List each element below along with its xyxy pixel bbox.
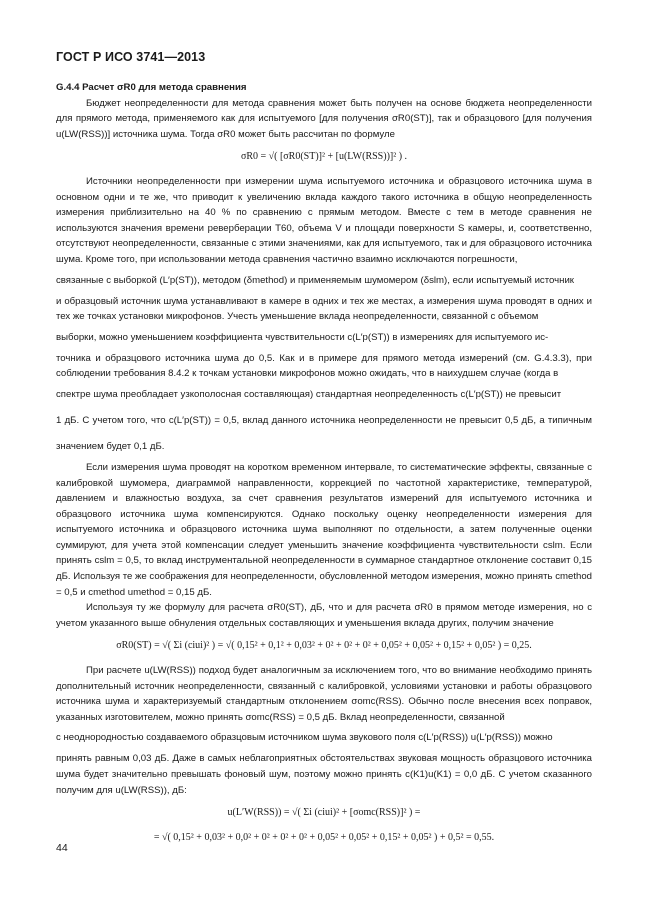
- formula: σR0(ST) = √( Σi (ciui)² ) = √( 0,15² + 0,1² + 0,03² + 0² + 0² + 0² + 0,05² + 0,05² + 0,15² + 0,05² ) = 0,25.: [116, 640, 532, 652]
- formula: = √( 0,15² + 0,03² + 0,0² + 0² + 0² + 0² + 0,05² + 0,05² + 0,15² + 0,05² ) + 0,5² = 0,55.: [153, 831, 495, 843]
- paragraph: с неоднородностью создаваемого образцовым источником шума звукового поля c(L′p(RSS)) u(L′p(RSS)) можно: [56, 732, 553, 744]
- page-number: 44: [56, 842, 68, 854]
- paragraph: точника и образцового источника шума до 0,5. Как и в примере для прямого метода измерений (см. G.4.3.3), при соблюдении требования 8.4.2 к точкам установки микрофонов можно ожидать, что в наихудшем случае (когда в: [56, 352, 592, 380]
- standard-header: ГОСТ Р ИСО 3741—2013: [56, 50, 206, 64]
- paragraph: 1 дБ. С учетом того, что c(L′p(ST)) = 0,5, вклад данного источника неопределенности не превысит 0,5 дБ, а типичным значением будет 0,1 дБ.: [56, 414, 592, 452]
- formula: u(L′W(RSS)) = √( Σi (ciui)² + [σomc(RSS)]² ) =: [227, 807, 421, 819]
- page-content: [56, 80, 592, 854]
- paragraph: и образцовый источник шума устанавливают в камере в одних и тех же местах, а измерения шума проводят в одних и тех же точках установки микрофонов. Учесть уменьшение вклада неопределенности, связанной с объемом: [56, 295, 592, 323]
- paragraph: Используя ту же формулу для расчета σR0(ST), дБ, что и для расчета σR0 в прямом методе измерения, но с учетом указанного выше обнуления отдельных составляющих и уменьшения вклада других, получим значение: [56, 602, 592, 629]
- paragraph: Если измерения шума проводят на коротком временном интервале, то систематические эффекты, связанные с калибровкой шумомера, диаграммой направленности, коррекцией по частотной характеристике, температурой, давлением и влажностью воздуха, за счет сравнения результатов измерений для испытуемого источника и образцового источника шума компенсируются. Однако поскольку оценку неопределенности измерения для испытуемого источника и образцового источника шума выполняют по отдельности, а затем полученные оценки суммируют, для учета этой компенсации следует уменьшить значение коэффициента чувствительности cslm. Если принять cslm = 0,5, то вклад инструментальной неопределенности в суммарное стандартное отклонение составит 0,15 дБ. Используя те же соображения для неопределенности, обусловленной методом измерения, можно принять cmethod = 0,5 и cmethod umethod = 0,15 дБ.: [56, 461, 592, 598]
- paragraph: выборки, можно уменьшением коэффициента чувствительности c(L′p(ST)) в измерениях для испытуемого ис-: [56, 331, 549, 343]
- paragraph: принять равным 0,03 дБ. Даже в самых неблагоприятных обстоятельствах звуковая мощность образцового источника шума будет значительно превышать фоновый шум, поэтому можно принять c(K1)u(K1) = 0,0 дБ. С учетом сказанного получим для u(LW(RSS)), дБ:: [56, 753, 592, 796]
- paragraph: спектре шума преобладает узкополосная составляющая) стандартная неопределенность c(L′p(ST)) не превысит: [56, 388, 562, 400]
- paragraph: При расчете u(LW(RSS)) подход будет аналогичным за исключением того, что во внимание необходимо принять дополнительный источник неопределенности, связанный с калибровкой, условиями установки и работы образцового источника шума и характеризуемый стандартным отклонением σomc(RSS). Обычно после внесения всех поправок, указанных изготовителем, можно принять σomc(RSS) = 0,5 дБ. Вклад неопределенности, связанной: [56, 665, 592, 723]
- paragraph: Бюджет неопределенности для метода сравнения может быть получен на основе бюджета неопределенности для прямого метода, применяемого как для испытуемого [для получения σR0(ST)], так и образцового [для получения u(LW(RSS))] источника шума. Тогда σR0 может быть рассчитан по формуле: [56, 97, 592, 140]
- formula: σR0 = √( [σR0(ST)]² + [u(LW(RSS))]² ) .: [240, 151, 408, 163]
- section-heading: G.4.4 Расчет σR0 для метода сравнения: [56, 82, 247, 93]
- paragraph: Источники неопределенности при измерении шума испытуемого источника и образцового источника шума в основном одни и те же, что приводит к увеличению вклада каждого такого источника в общую неопределенность измерения приблизительно на 40 % по сравнению с прямым методом. Вместе с тем в методе сравнения не используются значения времени реверберации T60, объема V и площади поверхности S камеры, и, соответственно, отсутствуют неопределенности, связанные с этими значениями, как для испытуемого, так и для образцового источника шума. Кроме того, при использовании метода сравнения частично взаимно исключаются погрешности,: [56, 175, 592, 265]
- paragraph: связанные с выборкой (L′p(ST)), методом (δmethod) и применяемым шумомером (δslm), если испытуемый источник: [56, 274, 574, 286]
